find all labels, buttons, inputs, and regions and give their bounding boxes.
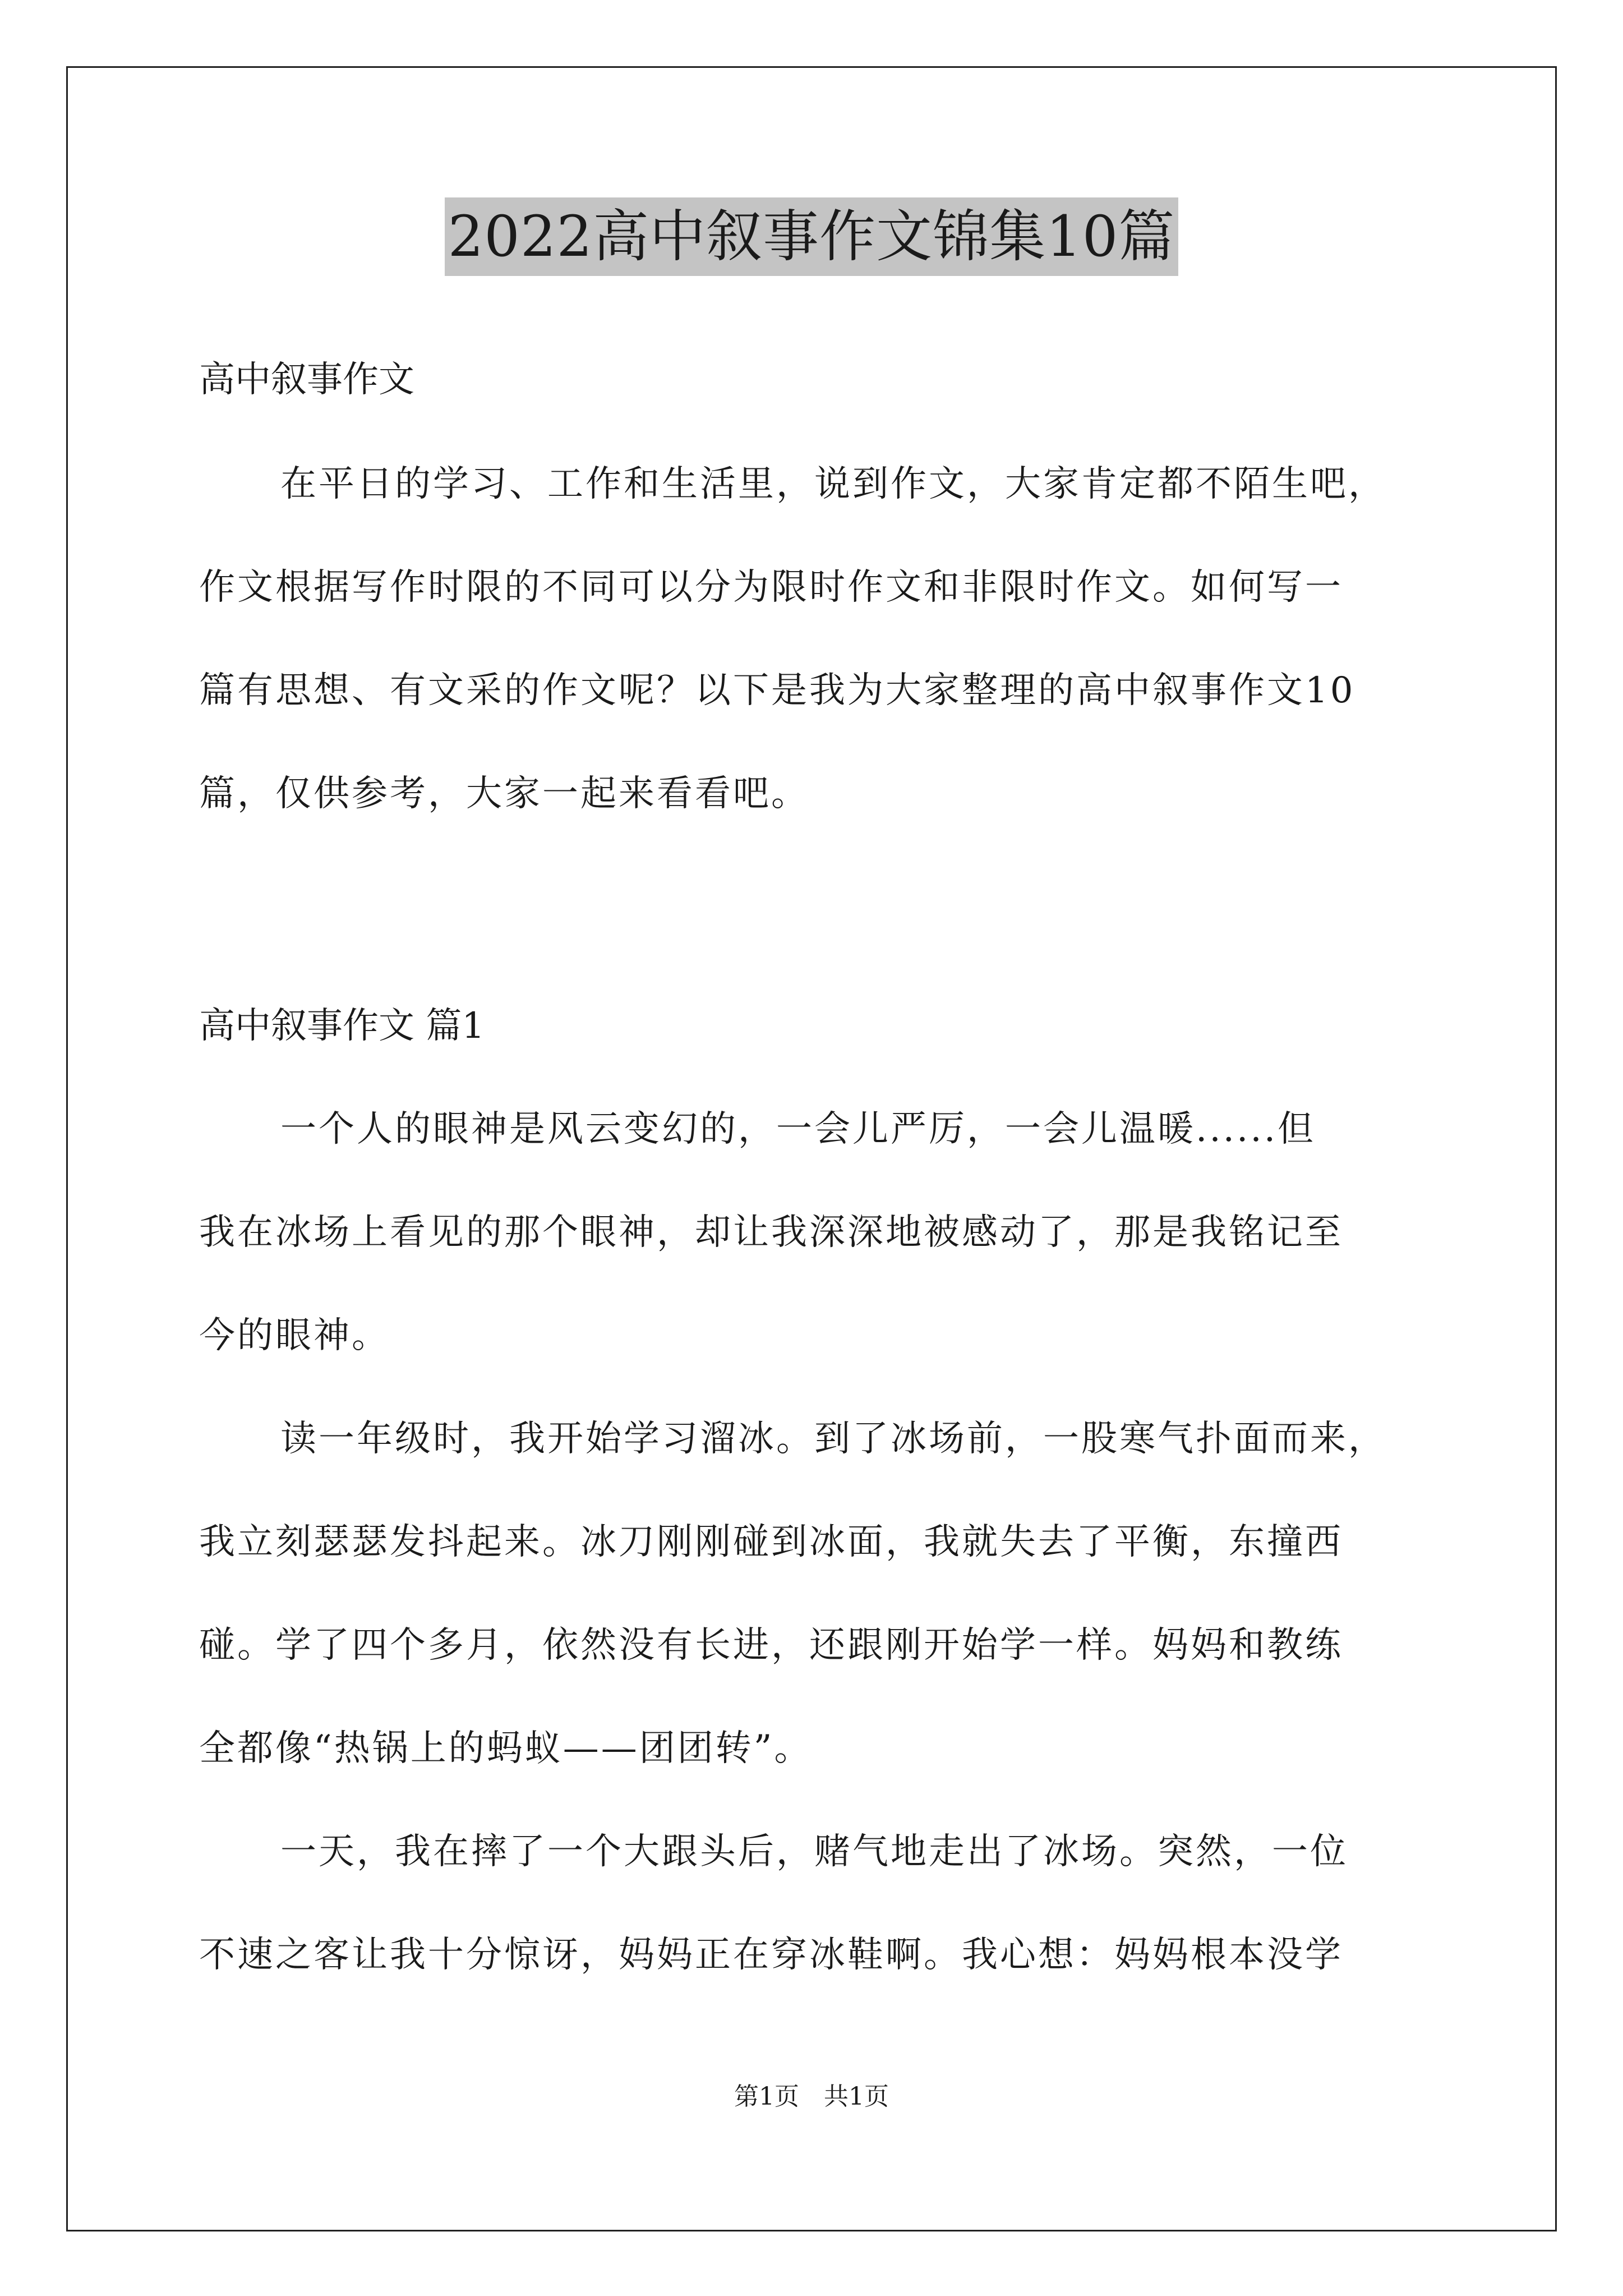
paragraph-line: 碰。学了四个多月，依然没有长进，还跟刚开始学一样。妈妈和教练 [199,1625,1343,1666]
intro-line: 作文根据写作时限的不同可以分为限时作文和非限时作文。如何写一 [199,567,1343,608]
paragraph-line: 全都像“热锅上的蚂蚁——团团转”。 [199,1728,813,1769]
paragraph-line: 我立刻瑟瑟发抖起来。冰刀刚刚碰到冰面，我就失去了平衡，东撞西 [199,1521,1343,1563]
paragraph-line: 一个人的眼神是风云变幻的，一会儿严厉，一会儿温暖......但 [280,1108,1316,1150]
document-title: 2022高中叙事作文锦集10篇 [445,197,1179,276]
intro-line: 篇，仅供参考，大家一起来看看吧。 [199,773,809,815]
paragraph-line: 我在冰场上看见的那个眼神，却让我深深地被感动了，那是我铭记至 [199,1212,1343,1253]
paragraph-line: 今的眼神。 [199,1315,390,1356]
section-heading: 高中叙事作文 篇1 [199,1005,485,1047]
paragraph-line: 一天，我在摔了一个大跟头后，赌气地走出了冰场。突然，一位 [280,1831,1348,1872]
intro-line: 篇有思想、有文采的作文呢？以下是我为大家整理的高中叙事作文10 [199,670,1355,711]
intro-heading: 高中叙事作文 [199,359,414,401]
paragraph-line: 不速之客让我十分惊讶，妈妈正在穿冰鞋啊。我心想：妈妈根本没学 [199,1934,1343,1976]
paragraph-line: 读一年级时，我开始学习溜冰。到了冰场前，一股寒气扑面而来， [280,1418,1386,1460]
intro-line: 在平日的学习、工作和生活里，说到作文，大家肯定都不陌生吧， [280,463,1386,505]
page-footer: 第1页 共1页 [734,2082,889,2111]
title-container [0,197,1623,276]
